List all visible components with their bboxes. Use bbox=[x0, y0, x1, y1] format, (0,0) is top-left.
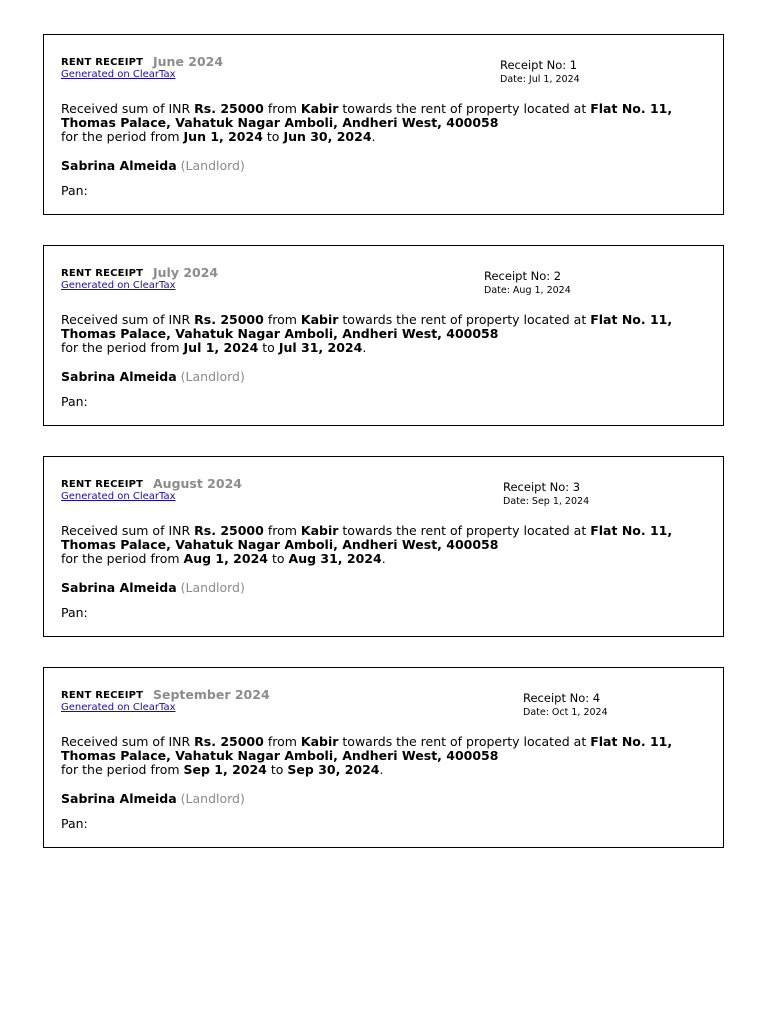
receipt-number: Receipt No: 4 bbox=[523, 691, 601, 705]
towards-text: towards the rent of property located at bbox=[342, 101, 587, 116]
towards-text: towards the rent of property located at bbox=[342, 312, 587, 327]
landlord-role: (Landlord) bbox=[180, 158, 245, 173]
cleartax-link[interactable]: Generated on ClearTax bbox=[61, 280, 176, 291]
landlord-role: (Landlord) bbox=[180, 791, 245, 806]
rent-receipt bbox=[43, 34, 724, 215]
received-text: Received sum of INR bbox=[61, 734, 191, 749]
tenant-name: Kabir bbox=[300, 523, 339, 538]
property-address: Flat No. 11, Thomas Palace, Vahatuk Nagar Amboli, Andheri West, 400058 bbox=[61, 101, 673, 130]
receipt-number: Receipt No: 3 bbox=[503, 480, 581, 494]
property-address: Flat No. 11, Thomas Palace, Vahatuk Nagar Amboli, Andheri West, 400058 bbox=[61, 312, 673, 341]
property-address: Flat No. 11, Thomas Palace, Vahatuk Nagar Amboli, Andheri West, 400058 bbox=[61, 523, 673, 552]
receipt-date: Date: Aug 1, 2024 bbox=[484, 285, 571, 296]
to-text: to bbox=[270, 762, 284, 777]
tenant-name: Kabir bbox=[300, 312, 339, 327]
period-text: for the period from bbox=[61, 551, 180, 566]
cleartax-link[interactable]: Generated on ClearTax bbox=[61, 702, 176, 713]
landlord-name: Sabrina Almeida bbox=[61, 580, 177, 595]
receipt-body bbox=[61, 102, 701, 144]
amount: Rs. 25000 bbox=[194, 312, 264, 327]
receipt-label: RENT RECEIPT bbox=[61, 690, 144, 701]
receipt-month: July 2024 bbox=[153, 265, 219, 280]
receipt-month: September 2024 bbox=[153, 687, 270, 702]
received-text: Received sum of INR bbox=[61, 523, 191, 538]
landlord-line bbox=[61, 158, 245, 173]
to-text: to bbox=[271, 551, 285, 566]
receipt-number: Receipt No: 1 bbox=[500, 58, 578, 72]
amount: Rs. 25000 bbox=[194, 523, 264, 538]
receipt-label: RENT RECEIPT bbox=[61, 57, 144, 68]
receipt-month: August 2024 bbox=[153, 476, 242, 491]
receipt-label: RENT RECEIPT bbox=[61, 479, 144, 490]
cleartax-link[interactable]: Generated on ClearTax bbox=[61, 491, 176, 502]
period-from: Jun 1, 2024 bbox=[183, 129, 263, 144]
amount: Rs. 25000 bbox=[194, 101, 264, 116]
from-text: from bbox=[267, 523, 297, 538]
pan-label: Pan: bbox=[61, 394, 88, 409]
towards-text: towards the rent of property located at bbox=[342, 734, 587, 749]
period-text: for the period from bbox=[61, 762, 180, 777]
period-from: Jul 1, 2024 bbox=[183, 340, 259, 355]
property-address: Flat No. 11, Thomas Palace, Vahatuk Nagar Amboli, Andheri West, 400058 bbox=[61, 734, 673, 763]
period-from: Sep 1, 2024 bbox=[183, 762, 267, 777]
receipt-body bbox=[61, 735, 701, 777]
cleartax-link[interactable]: Generated on ClearTax bbox=[61, 69, 176, 80]
landlord-name: Sabrina Almeida bbox=[61, 791, 177, 806]
pan-label: Pan: bbox=[61, 605, 88, 620]
receipt-month: June 2024 bbox=[153, 54, 224, 69]
to-text: to bbox=[266, 129, 280, 144]
landlord-line bbox=[61, 580, 245, 595]
period-to: Aug 31, 2024 bbox=[288, 551, 382, 566]
period-end: . bbox=[362, 340, 367, 355]
period-to: Jun 30, 2024 bbox=[283, 129, 372, 144]
period-text: for the period from bbox=[61, 340, 180, 355]
period-to: Jul 31, 2024 bbox=[278, 340, 363, 355]
rent-receipt bbox=[43, 456, 724, 637]
receipt-label: RENT RECEIPT bbox=[61, 268, 144, 279]
landlord-line bbox=[61, 791, 245, 806]
landlord-name: Sabrina Almeida bbox=[61, 158, 177, 173]
rent-receipt bbox=[43, 245, 724, 426]
period-from: Aug 1, 2024 bbox=[183, 551, 268, 566]
period-end: . bbox=[379, 762, 384, 777]
receipt-body bbox=[61, 524, 701, 566]
landlord-role: (Landlord) bbox=[180, 580, 245, 595]
receipt-number: Receipt No: 2 bbox=[484, 269, 562, 283]
receipt-body bbox=[61, 313, 701, 355]
received-text: Received sum of INR bbox=[61, 312, 191, 327]
receipt-date: Date: Jul 1, 2024 bbox=[500, 74, 580, 85]
tenant-name: Kabir bbox=[300, 734, 339, 749]
receipt-date: Date: Oct 1, 2024 bbox=[523, 707, 608, 718]
receipt-date: Date: Sep 1, 2024 bbox=[503, 496, 590, 507]
from-text: from bbox=[267, 312, 297, 327]
pan-label: Pan: bbox=[61, 183, 88, 198]
period-text: for the period from bbox=[61, 129, 180, 144]
tenant-name: Kabir bbox=[300, 101, 339, 116]
from-text: from bbox=[267, 734, 297, 749]
rent-receipt bbox=[43, 667, 724, 848]
pan-label: Pan: bbox=[61, 816, 88, 831]
received-text: Received sum of INR bbox=[61, 101, 191, 116]
from-text: from bbox=[267, 101, 297, 116]
amount: Rs. 25000 bbox=[194, 734, 264, 749]
landlord-line bbox=[61, 369, 245, 384]
towards-text: towards the rent of property located at bbox=[342, 523, 587, 538]
landlord-name: Sabrina Almeida bbox=[61, 369, 177, 384]
landlord-role: (Landlord) bbox=[180, 369, 245, 384]
period-to: Sep 30, 2024 bbox=[287, 762, 380, 777]
period-end: . bbox=[371, 129, 376, 144]
to-text: to bbox=[262, 340, 275, 355]
period-end: . bbox=[381, 551, 386, 566]
